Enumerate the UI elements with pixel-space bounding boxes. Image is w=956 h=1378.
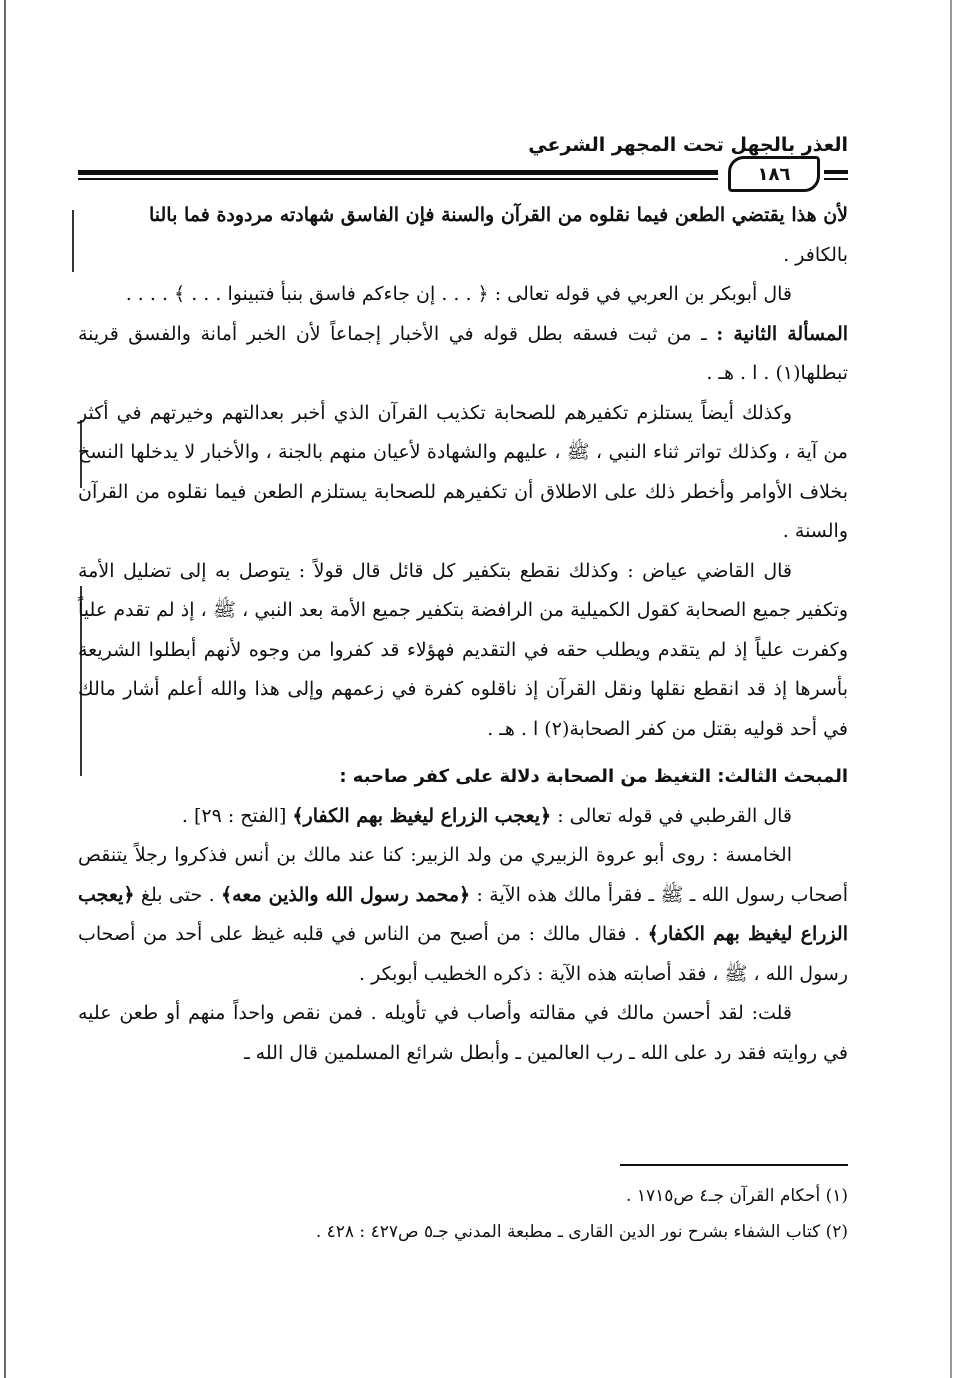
paragraph-7 — [78, 836, 848, 994]
body-text — [78, 196, 848, 1073]
issue-text: ـ من ثبت فسقه بطل قوله في الأخبار إجماعاً لأن الخبر أمانة والفسق قرينة تبطلها(١) . ا . هـ . — [78, 322, 848, 384]
page-number-badge — [728, 156, 820, 192]
paragraph-1-line-2: بالكافر . — [783, 243, 848, 266]
header-rule-thick — [78, 170, 718, 175]
paragraph-6 — [78, 797, 848, 837]
paragraph-2: قال أبوبكر بن العربي في قوله تعالى : ﴿ . . . إن جاءكم فاسق بنبأ فتبينوا . . . ﴾ . . . . — [125, 283, 792, 305]
p7-middle: . حتى بلغ — [134, 883, 222, 906]
paragraph-4: وكذلك أيضاً يستلزم تكفيرهم للصحابة تكذيب القرآن الذي أخبر بعدالتهم وخيرتهم في أكثر من آية ، وكذلك تواتر ثناء النبي ، ﷺ ، عليهم والشهادة لأعيان منهم بالجنة ، والأخبار لا يدخلها النسخ بخلاف الأوامر وأخطر ذلك على الاطلاق أن تكفيرهم للصحابة يستلزم الطعن فيما نقلوه من القرآن والسنة . — [78, 401, 848, 542]
footnotes-divider — [620, 1164, 848, 1166]
p7-intro: الخامسة : روى أبو عروة الزبيري من ولد الزبير: كنا عند مالك بن أنس فذكروا رجلاً يتنقص أصحاب رسول الله ـ ﷺ ـ فقرأ مالك هذه الآية : — [78, 844, 849, 906]
paragraph-5: قال القاضي عياض : وكذلك نقطع بتكفير كل قائل قال قولاً : يتوصل به إلى تضليل الأمة وتكفير جميع الصحابة كقول الكميلية من الرافضة بتكفير جميع الأمة بعد النبي ، ﷺ ، إذ لم تقدم علياً وكفرت علياً إذ لم يتقدم ويطلب حقه في التقديم فهؤلاء قد كفروا من وجوه لأنهم أبطلوا الشريعة بأسرها إذ قد انقطع نقلها ونقل القرآن إذ ناقلوه كفرة في زعمهم وإلى هذا والله أعلم أشار مالك في أحد قوليه بقتل من كفر الصحابة(٢) ا . هـ . — [78, 559, 848, 740]
footnote-2: (٢) كتاب الشفاء بشرح نور الدين القارى ـ مطبعة المدني جـ٥ ص٤٢٧ : ٤٢٨ . — [315, 1222, 848, 1242]
header-dash — [824, 170, 848, 174]
p7-quran-quote-2: ﴿يعجب الزراع ليغيظ بهم الكفار﴾ — [78, 883, 849, 945]
p7-quran-quote: ﴿محمد رسول الله والذين معه﴾ — [221, 883, 471, 906]
footnote-1: (١) أحكام القرآن جـ٤ ص١٧١٥ . — [626, 1186, 848, 1206]
paragraph-8: قلت: لقد أحسن مالك في مقالته وأصاب في تأويله . فمن نقص واحداً منهم أو طعن عليه في روايته فقد رد على الله ـ رب العالمين ـ وأبطل شرائع المسلمين قال الله ـ — [78, 1002, 848, 1064]
p7-ending: . فقال مالك : من أصبح من الناس في قلبه غيظ على أحد من أصحاب رسول الله ، ﷺ ، فقد أصابته هذه الآية : ذكره الخطيب أبوبكر . — [78, 923, 848, 985]
header-rule-thin — [78, 178, 718, 180]
page-number: ١٨٦ — [757, 163, 791, 185]
p6-reference: [الفتح : ٢٩] . — [181, 804, 293, 827]
p6-quran-quote: ﴿يعجب الزراع ليغيظ بهم الكفار﴾ — [292, 804, 552, 827]
section-heading: المبحث الثالث: التغيظ من الصحابة دلالة على كفر صاحبه : — [339, 766, 848, 787]
paragraph-1-line-1: لأن هذا يقتضي الطعن فيما نقلوه من القرآن والسنة فإن الفاسق شهادته مردودة فما بالنا — [148, 204, 848, 226]
page-header — [78, 128, 848, 188]
footnotes — [78, 1178, 848, 1250]
paragraph-3 — [78, 315, 848, 394]
header-dash-thin — [824, 178, 848, 180]
scan-edge-left — [4, 0, 6, 1378]
margin-mark — [72, 210, 74, 272]
p6-intro: قال القرطبي في قوله تعالى : — [551, 804, 792, 827]
scan-edge-right — [950, 0, 952, 1378]
running-title: العذر بالجهل تحت المجهر الشرعي — [528, 134, 848, 156]
issue-label: المسألة الثانية : — [716, 322, 849, 345]
